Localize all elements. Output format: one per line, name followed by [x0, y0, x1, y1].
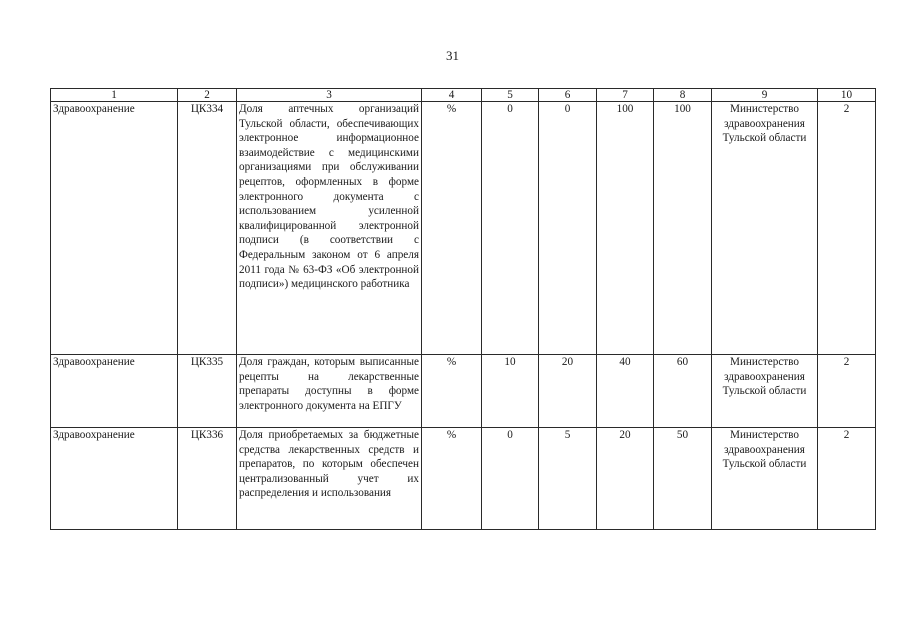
responsible-cell: Министерство здравоохранения Тульской области: [712, 428, 818, 530]
header-cell-9: 9: [712, 89, 818, 102]
header-cell-8: 8: [654, 89, 712, 102]
table-row: [51, 102, 876, 355]
value-cell-5: 0: [482, 428, 539, 530]
value-cell-8: 60: [654, 355, 712, 428]
table-row: [51, 355, 876, 428]
header-row: [51, 89, 876, 102]
value-cell-8: 50: [654, 428, 712, 530]
code-cell: ЦК334: [178, 102, 237, 355]
value-cell-6: 20: [539, 355, 597, 428]
sector-cell: Здравоохранение: [51, 355, 178, 428]
value-cell-6: 5: [539, 428, 597, 530]
value-cell-7: 20: [597, 428, 654, 530]
table-row: [51, 428, 876, 530]
header-cell-6: 6: [539, 89, 597, 102]
value-cell-7: 100: [597, 102, 654, 355]
header-cell-5: 5: [482, 89, 539, 102]
code-cell: ЦК336: [178, 428, 237, 530]
indicators-table: [50, 88, 876, 530]
sector-cell: Здравоохранение: [51, 428, 178, 530]
header-cell-4: 4: [422, 89, 482, 102]
value-cell-10: 2: [818, 428, 876, 530]
responsible-cell: Министерство здравоохранения Тульской области: [712, 355, 818, 428]
code-cell: ЦК335: [178, 355, 237, 428]
header-cell-7: 7: [597, 89, 654, 102]
responsible-cell: Министерство здравоохранения Тульской области: [712, 102, 818, 355]
page-number: 31: [446, 48, 459, 63]
value-cell-6: 0: [539, 102, 597, 355]
value-cell-10: 2: [818, 102, 876, 355]
value-cell-5: 0: [482, 102, 539, 355]
header-cell-1: 1: [51, 89, 178, 102]
unit-cell: %: [422, 428, 482, 530]
sector-cell: Здравоохранение: [51, 102, 178, 355]
header-cell-2: 2: [178, 89, 237, 102]
value-cell-5: 10: [482, 355, 539, 428]
value-cell-7: 40: [597, 355, 654, 428]
indicator-cell: Доля аптечных организаций Тульской области, обеспечивающих электронное информационное взаимодействие с медицинскими организациями при обслуживании рецептов, оформленных в форме электронного документа с использованием усиленной квалифицированной электронной подписи (в соответствии с Федеральным законом от 6 апреля 2011 года № 63-ФЗ «Об электронной подписи») медицинского работника: [237, 102, 422, 355]
indicator-cell: Доля приобретаемых за бюджетные средства лекарственных средств и препаратов, по которым обеспечен централизованный учет их распределения и использования: [237, 428, 422, 530]
value-cell-8: 100: [654, 102, 712, 355]
indicator-cell: Доля граждан, которым выписанные рецепты на лекарственные препараты доступны в форме электронного документа на ЕПГУ: [237, 355, 422, 428]
value-cell-10: 2: [818, 355, 876, 428]
header-cell-3: 3: [237, 89, 422, 102]
header-cell-10: 10: [818, 89, 876, 102]
unit-cell: %: [422, 355, 482, 428]
unit-cell: %: [422, 102, 482, 355]
